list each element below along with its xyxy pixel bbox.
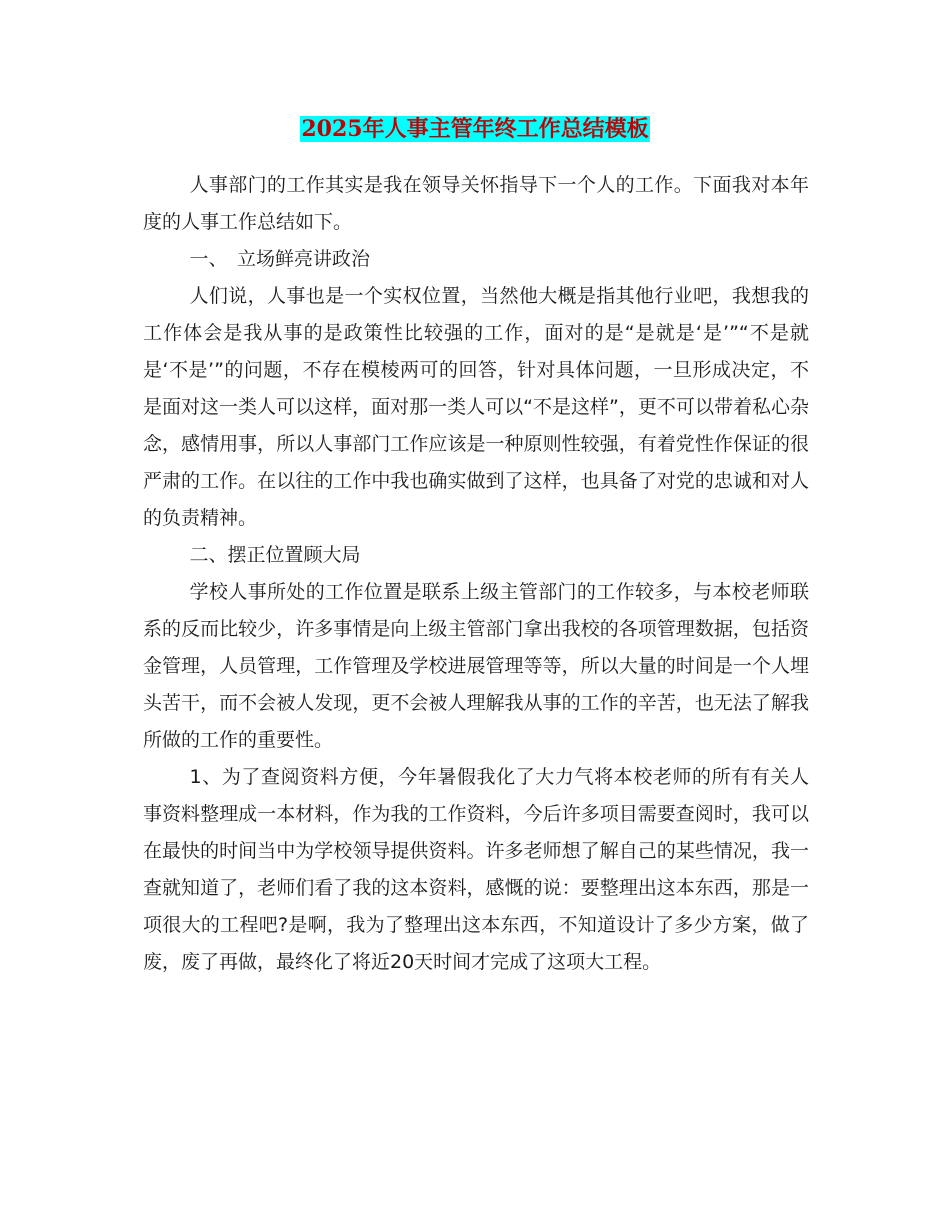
- document-title-text: 2025年人事主管年终工作总结模板: [301, 116, 649, 142]
- document-title: [0, 112, 950, 146]
- section-heading-2: 二、摆正位置顾大局: [189, 544, 361, 566]
- intro-paragraph: 人事部门的工作其实是我在领导关怀指导下一个人的工作。下面我对本年度的人事工作总结如下。: [143, 174, 809, 233]
- section-2-paragraph: 学校人事所处的工作位置是联系上级主管部门的工作较多，与本校老师联系的反而比较少，许多事情是向上级主管部门拿出我校的各项管理数据，包括资金管理，人员管理，工作管理及学校进展管理等等，所以大量的时间是一个人埋头苦干，而不会被人发现，更不会被人理解我从事的工作的辛苦，也无法了解我所做的工作的重要性。: [143, 581, 809, 751]
- item-1-paragraph: 1、为了查阅资料方便，今年暑假我化了大力气将本校老师的所有有关人事资料整理成一本材料，作为我的工作资料，今后许多项目需要查阅时，我可以在最快的时间当中为学校领导提供资料。许多老师想了解自己的某些情况，我一查就知道了，老师们看了我的这本资料，感慨的说：要整理出这本东西，那是一项很大的工程吧?是啊，我为了整理出这本东西，不知道设计了多少方案，做了废，废了再做，最终化了将近20天时间才完成了这项大工程。: [143, 766, 809, 973]
- document-body: [143, 167, 809, 981]
- section-1-paragraph: 人们说，人事也是一个实权位置，当然他大概是指其他行业吧，我想我的工作体会是我从事的是政策性比较强的工作，面对的是“是就是‘是’”“不是就是‘不是’”的问题，不存在模棱两可的回答，针对具体问题，一旦形成决定，不是面对这一类人可以这样，面对那一类人可以“不是这样”，更不可以带着私心杂念，感情用事，所以人事部门工作应该是一种原则性较强，有着党性作保证的很严肃的工作。在以往的工作中我也确实做到了这样，也具备了对党的忠诚和对人的负责精神。: [143, 285, 809, 529]
- section-heading-1: 一、 立场鲜亮讲政治: [189, 248, 371, 270]
